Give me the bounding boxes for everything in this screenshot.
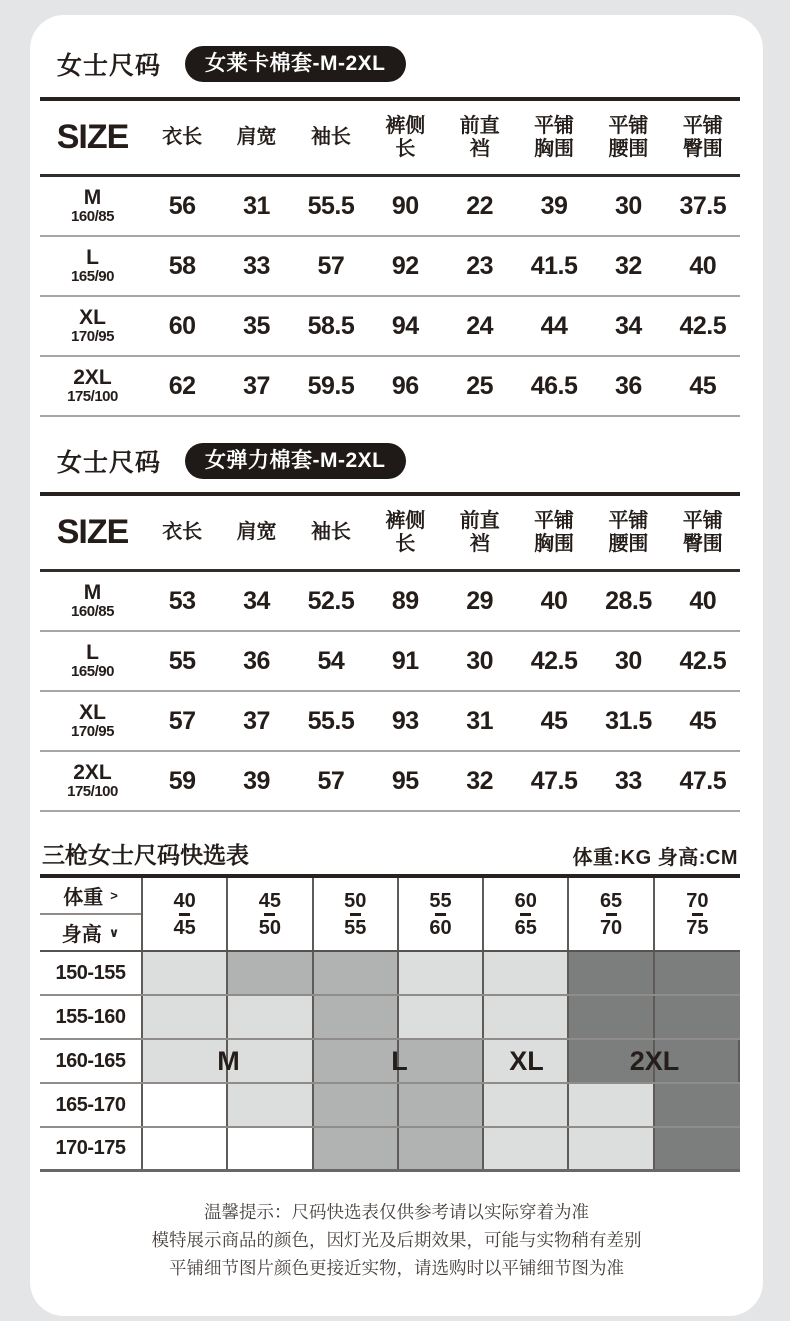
section-2-title: 女士尺码 bbox=[57, 449, 162, 477]
grid-cell bbox=[228, 1084, 313, 1126]
col-header: 肩宽 bbox=[236, 126, 277, 149]
row-size: L 165/90 bbox=[71, 246, 114, 286]
row-size: XL 170/95 bbox=[71, 701, 114, 741]
table-row: L 165/90 58 33 57 92 23 41.5 32 40 bbox=[40, 237, 740, 297]
grid-cell bbox=[399, 996, 484, 1038]
grid-cell bbox=[228, 952, 313, 994]
grid-cell bbox=[569, 952, 654, 994]
col-header-size: SIZE bbox=[56, 513, 129, 552]
col-header: 平铺 腰围 bbox=[608, 115, 649, 160]
quick-table-head-row bbox=[40, 878, 740, 952]
grid-cell bbox=[399, 1128, 484, 1169]
size-chart-card bbox=[30, 15, 763, 1316]
table-row: XL 170/95 57 37 55.5 93 31 45 31.5 45 bbox=[40, 692, 740, 752]
disclaimer-notes bbox=[30, 1198, 763, 1282]
size-label-l: L bbox=[391, 1045, 408, 1076]
size-label-m: M bbox=[217, 1045, 240, 1076]
table-row: 2XL 175/100 62 37 59.5 96 25 46.5 36 45 bbox=[40, 357, 740, 417]
quick-table-units: 体重:KG 身高:CM bbox=[572, 847, 738, 869]
col-header: 前直 裆 bbox=[459, 510, 500, 555]
quick-select-table bbox=[40, 878, 740, 1172]
grid-cell bbox=[484, 1084, 569, 1126]
grid-cell bbox=[228, 996, 313, 1038]
quick-corner-cell: 体重 > 身高 ∨ bbox=[40, 878, 143, 950]
grid-cell bbox=[399, 1084, 484, 1126]
grid-cell bbox=[143, 952, 228, 994]
row-size: M 160/85 bbox=[71, 581, 114, 621]
table-row: M 160/85 56 31 55.5 90 22 39 30 37.5 bbox=[40, 177, 740, 237]
grid-cell bbox=[655, 996, 740, 1038]
col-header: 衣长 bbox=[162, 126, 203, 149]
grid-cell bbox=[484, 996, 569, 1038]
grid-cell bbox=[314, 1084, 399, 1126]
grid-cell bbox=[228, 1128, 313, 1169]
size-table-2 bbox=[40, 496, 740, 812]
size-table-1 bbox=[40, 101, 740, 417]
col-header-size: SIZE bbox=[56, 118, 129, 157]
col-header: 衣长 bbox=[162, 521, 203, 544]
row-size: L 165/90 bbox=[71, 641, 114, 681]
height-range: 165-170 bbox=[40, 1084, 143, 1126]
quick-row bbox=[40, 1128, 740, 1172]
weight-range: 50 55 bbox=[314, 878, 399, 950]
table-row: XL 170/95 60 35 58.5 94 24 44 34 42.5 bbox=[40, 297, 740, 357]
col-header: 前直 裆 bbox=[459, 115, 500, 160]
section-2-header bbox=[40, 443, 763, 479]
quick-table-header bbox=[40, 840, 740, 870]
table-row: 2XL 175/100 59 39 57 95 32 47.5 33 47.5 bbox=[40, 752, 740, 812]
section-1-badge: 女莱卡棉套-M-2XL bbox=[185, 46, 406, 82]
row-size: 2XL 175/100 bbox=[67, 366, 118, 406]
section-2-badge: 女弹力棉套-M-2XL bbox=[185, 443, 406, 479]
grid-cell bbox=[569, 1084, 654, 1126]
weight-range: 45 50 bbox=[228, 878, 313, 950]
size-table-2-header-row bbox=[40, 496, 740, 572]
grid-cell bbox=[569, 996, 654, 1038]
col-header: 裤侧 长 bbox=[385, 115, 426, 160]
table-row: M 160/85 53 34 52.5 89 29 40 28.5 40 bbox=[40, 572, 740, 632]
row-size: M 160/85 bbox=[71, 186, 114, 226]
grid-cell bbox=[655, 1084, 740, 1126]
size-label-2xl: 2XL bbox=[629, 1045, 680, 1076]
col-header: 平铺 胸围 bbox=[534, 510, 575, 555]
grid-cell bbox=[314, 996, 399, 1038]
grid-cell bbox=[143, 996, 228, 1038]
grid-cell bbox=[314, 1128, 399, 1169]
grid-cell bbox=[484, 1128, 569, 1169]
down-arrow-icon: ∨ bbox=[108, 924, 120, 940]
col-header: 肩宽 bbox=[236, 521, 277, 544]
col-header: 平铺 臀围 bbox=[682, 115, 723, 160]
quick-row bbox=[40, 952, 740, 996]
grid-cell bbox=[484, 952, 569, 994]
weight-range: 65 70 bbox=[569, 878, 654, 950]
quick-row bbox=[40, 996, 740, 1040]
grid-cell bbox=[569, 1128, 654, 1169]
weight-range: 60 65 bbox=[484, 878, 569, 950]
section-1-title: 女士尺码 bbox=[57, 52, 162, 80]
right-arrow-icon: > bbox=[110, 888, 118, 903]
weight-range: 70 75 bbox=[686, 889, 709, 939]
grid-cell bbox=[399, 952, 484, 994]
col-header: 裤侧 长 bbox=[385, 510, 426, 555]
size-table-1-header-row bbox=[40, 101, 740, 177]
grid-cell bbox=[314, 952, 399, 994]
grid-cell bbox=[655, 1128, 740, 1169]
size-label-xl: XL bbox=[509, 1045, 544, 1076]
note-line: 模特展示商品的颜色，因灯光及后期效果，可能与实物稍有差别 bbox=[151, 1230, 642, 1250]
col-header: 袖长 bbox=[310, 126, 351, 149]
section-1-header bbox=[40, 46, 763, 82]
weight-range: 55 60 bbox=[399, 878, 484, 950]
grid-cell bbox=[143, 1128, 228, 1169]
col-header: 袖长 bbox=[310, 521, 351, 544]
col-header: 平铺 腰围 bbox=[608, 510, 649, 555]
col-header: 平铺 胸围 bbox=[534, 115, 575, 160]
note-line: 温馨提示：尺码快选表仅供参考请以实际穿着为准 bbox=[204, 1202, 589, 1222]
grid-cell bbox=[655, 952, 740, 994]
quick-row bbox=[40, 1084, 740, 1128]
row-size: XL 170/95 bbox=[71, 306, 114, 346]
height-range: 160-165 bbox=[40, 1040, 143, 1082]
note-line: 平铺细节图片颜色更接近实物，请选购时以平铺细节图为准 bbox=[169, 1258, 624, 1278]
col-header: 平铺 臀围 bbox=[682, 510, 723, 555]
table-row: L 165/90 55 36 54 91 30 42.5 30 42.5 bbox=[40, 632, 740, 692]
weight-range: 40 45 bbox=[143, 878, 228, 950]
quick-table-title: 三枪女士尺码快选表 bbox=[42, 842, 249, 868]
quick-row-size-labels bbox=[40, 1040, 740, 1084]
row-size: 2XL 175/100 bbox=[67, 761, 118, 801]
height-range: 170-175 bbox=[40, 1128, 143, 1169]
grid-cell bbox=[143, 1084, 228, 1126]
height-range: 155-160 bbox=[40, 996, 143, 1038]
height-range: 150-155 bbox=[40, 952, 143, 994]
